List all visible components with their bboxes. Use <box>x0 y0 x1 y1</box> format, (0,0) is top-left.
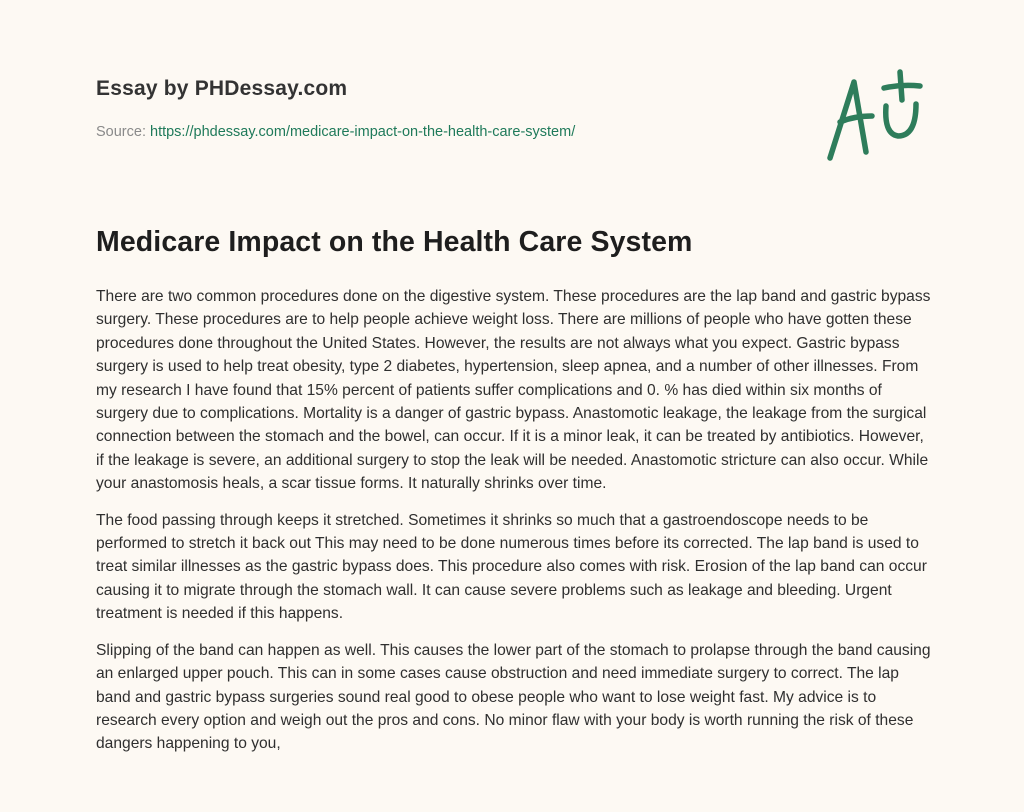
source-link[interactable]: https://phdessay.com/medicare-impact-on-the-health-care-system/ <box>150 124 576 140</box>
source-label: Source: <box>96 124 150 140</box>
page-header <box>96 0 928 200</box>
paragraph: Slipping of the band can happen as well. This causes the lower part of the stomach to prolapse through the band causing an enlarged upper pouch. This can in some cases cause obstruction and need immediate surgery to correct. The lap band and gastric bypass surgeries sound real good to obese people who want to lose weight fast. My advice is to research every option and weigh out the pros and cons. No minor flaw with your body is worth running the risk of these dangers happening to you, <box>96 641 931 753</box>
paragraph: There are two common procedures done on the digestive system. These procedures are the lap band and gastric bypass surgery. These procedures are to help people achieve weight loss. There are millions of people who have gotten these procedures done throughout the United States. However, the results are not always what you expect. Gastric bypass surgery is used to help treat obesity, type 2 diabetes, hypertension, sleep apnea, and a number of other illnesses. From my research I have found that 15% percent of patients suffer complications and 0. % has died within six months of surgery due to complications. Mortality is a danger of gastric bypass. Anastomotic leakage, the leakage from the surgical connection between the stomach and the bowel, can occur. If it is a minor leak, it can be treated by antibiotics. However, if the leakage is severe, an additional surgery to stop the leak will be needed. Anastomotic stricture can also occur. While your anastomosis heals, a scar tissue forms. It naturally shrinks over time. <box>96 288 931 493</box>
article-body <box>96 285 932 769</box>
a-plus-logo-icon <box>824 66 928 166</box>
paragraph: The food passing through keeps it stretched. Sometimes it shrinks so much that a gastroendoscope needs to be performed to stretch it back out This may need to be done numerous times before its corrected. The lap band is used to treat similar illnesses as the gastric bypass does. This procedure also comes with risk. Erosion of the lap band can occur causing it to migrate through the stomach wall. It can cause severe problems such as leakage and bleeding. Urgent treatment is needed if this happens. <box>96 511 927 623</box>
article-title: Medicare Impact on the Health Care System <box>96 226 693 258</box>
brand-title: Essay by PHDessay.com <box>96 77 348 100</box>
source-line <box>96 124 575 140</box>
